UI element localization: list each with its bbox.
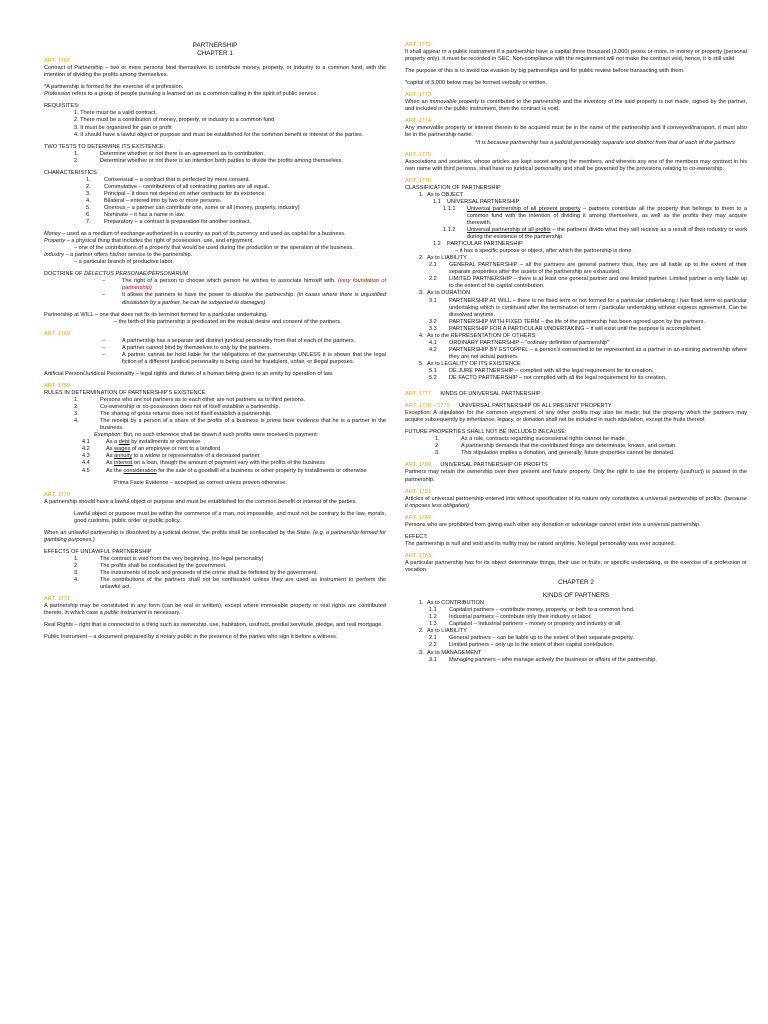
list-item [44, 219, 386, 226]
list-item [44, 292, 386, 306]
paragraph: EFFECT: [405, 533, 428, 540]
section-title: CHAPTER 1 [197, 50, 233, 58]
list-marker: 3. [74, 570, 79, 577]
list-marker: – [102, 351, 106, 358]
list-item [405, 255, 747, 262]
paragraph: Profession refers to a group of people pursuing a learned art as a common calling in the spirit of public service. [44, 91, 318, 98]
list-item [405, 443, 747, 450]
article-number: ART. 1783 [405, 552, 432, 559]
list-item-text: DE JURE PARTNERSHIP – complied with all the legal requirement for its creation. [449, 367, 654, 374]
list-item [405, 635, 747, 642]
list-item [44, 411, 386, 418]
list-marker: 2. [74, 404, 79, 411]
list-item [405, 650, 747, 657]
list-item [405, 319, 747, 326]
list-item [405, 340, 747, 347]
list-marker: 2. [74, 562, 79, 569]
list-item-text: A partner cannot bind by themselves to only by the partners. [122, 344, 271, 351]
list-marker: 1.3 [429, 621, 437, 628]
list-item [405, 192, 747, 199]
article-heading-text: KINDS OF UNIVERSAL PARTNERSHIP [440, 391, 541, 398]
paragraph: The partnership is null and void and its nullity may be raised anytime. No legal personality was ever acquired. [405, 540, 676, 547]
article-number: ART. 1778 – 1779 [405, 403, 450, 410]
paragraph: Partnership at WILL – one that does not fix its term/not formed for a particular undertaking. [44, 311, 268, 318]
list-item [44, 177, 386, 184]
paragraph: CHARACTERISTICS [44, 169, 97, 176]
list-item [44, 404, 386, 411]
list-item-text: The instruments of tools and proceeds of the crime shall be forfeited by the government. [100, 570, 318, 577]
list-marker: 3. [74, 411, 79, 418]
list-marker: – [102, 292, 106, 299]
paragraph: FUTURE PROPERTIES SHALL NOT BE INCLUDED BECAUSE: [405, 429, 567, 436]
list-item-text: Managing partners – who manage actively the business or affairs of the partnership. [449, 656, 657, 663]
list-marker: 4. [74, 418, 79, 425]
article-number: ART. 1774 [405, 118, 432, 125]
list-item [44, 198, 386, 205]
list-marker: 1.1.1 [443, 205, 456, 212]
list-item-text: Consensual – a contract that is perfected by mere consent. [104, 176, 251, 183]
list-item [44, 345, 386, 352]
paragraph: Persons who are prohibited from giving each other any donation or advantage cannot enter into a universal partnership. [405, 521, 701, 528]
list-marker: 3.1 [429, 297, 437, 304]
article-number: ART. 1771 [44, 596, 71, 603]
list-item-text: GENERAL PARTNERSHIP – all the partners are general partners thus, they are all liable up to the extent of their separate properties after the assets of the partnership are exhausted. [449, 262, 747, 276]
list-item-text: Determine whether or not there is an intention both parties to divide the profits among themselves. [100, 157, 343, 164]
list-item [44, 556, 386, 563]
list-item [44, 446, 386, 453]
list-item-text: As to CONTRIBUTION [427, 600, 484, 607]
paragraph: A particular partnership has for its object determinate things, their use or fruits, or specific undertaking, or the exercise of a profession or vocation. [405, 559, 747, 573]
list-marker: 2. [86, 183, 91, 190]
list-item-text: Industrial partners – contribute only their industry or labor. [449, 614, 592, 621]
article-number: ART. 1777 [405, 391, 432, 398]
list-marker: – [102, 344, 106, 351]
paragraph: RULES IN DETERMINATION OF PARTNERSHIP'S EXISTENCE [44, 390, 206, 396]
list-item-text: As to LIABILITY [427, 255, 467, 262]
list-item-text: As annuity to a widow or representative of a deceased partner [106, 453, 260, 460]
paragraph: *A partnership is formed for the exercise of a profession. [44, 84, 184, 91]
list-item [405, 600, 747, 607]
paragraph: – the birth of this partnership is predicated on the mutual desire and consent of the partners. [114, 318, 342, 325]
list-item [44, 184, 386, 191]
list-item-text: Principal – it does not depend on other contracts for its existence. [104, 190, 267, 197]
list-item-text: PARTNERSHIP BY ESTOPPEL – a person's consented to be represented as a partner in an existing partnership where they are not actual partners. [449, 346, 747, 360]
list-item-text: PARTICULAR PARTNERSHIP [447, 241, 523, 248]
list-marker: 2.2 [429, 642, 437, 649]
list-item-text: ORDINARY PARTNERSHIP – "ordinary definition of partnership" [449, 339, 610, 346]
list-item-text: As to MANAGEMENT [427, 649, 482, 656]
article-heading-text: UNIVERSAL PARTNERSHIP OF PROFITS [440, 462, 548, 469]
list-item-text: The profits shall be confiscated by the government. [100, 562, 227, 569]
paragraph: When an immovable property is contributed to the partnership and the inventory of the said property is not made, signed by the partner, and included in the public instrument, then the contract is void. [405, 99, 748, 113]
paragraph: DOCTRINE OF DELECTUS PERSONAE/PERSONARUM [44, 271, 189, 278]
list-marker: 2. [419, 255, 424, 262]
list-item [405, 290, 747, 297]
list-item [405, 206, 747, 227]
section-title: CHAPTER 2 [558, 579, 594, 587]
list-item-text: Capitalist partners – contribute money, property, or both to a common fund. [449, 607, 635, 614]
list-item-text: Universal partnership of all present property – partners contribute all the property that belongs to them to a common fund with the intention of dividing it among themselves, as well as the profits they may acquire therewith. [467, 205, 747, 226]
list-item [44, 439, 386, 446]
list-marker: 2.1 [429, 262, 437, 269]
right-column [405, 42, 747, 664]
list-marker: 1. [435, 436, 440, 443]
list-marker: 4.3 [82, 453, 90, 460]
list-marker: 1. [419, 191, 424, 198]
paragraph: 3. It must be organized for gain or profit [74, 124, 172, 131]
paragraph: A partnership should have a lawful object or purpose and must be established for the common benefit or interest of the parties. [44, 498, 357, 505]
list-marker: 5. [419, 360, 424, 367]
list-item-text: The contributions of the partners shall not be confiscated unless they are used as instrument to perform the unlawful act. [100, 577, 386, 591]
list-item [405, 227, 747, 241]
list-marker: 1. [74, 555, 79, 562]
list-item-text: Limited partners – only up to the extent of their capital contribution. [449, 642, 615, 649]
list-item-text: As a debt by installments or otherwise [106, 439, 201, 446]
article-number: ART. 1772 [405, 42, 432, 48]
list-item [44, 563, 386, 570]
list-marker: 1. [419, 600, 424, 607]
list-item-text: Persons who are not partners as to each other are not partners as to third persons. [100, 397, 306, 404]
paragraph: EFFECTS OF UNLAWFUL PARTNERSHIP [44, 548, 152, 555]
paragraph: 4. It should have a lawful object or purpose and must be established for the common benefit or interest of the parties. [74, 131, 364, 138]
list-item-text: As to LIABILITY [427, 628, 467, 635]
list-item-text: PARTNERSHIP WITH FIXED TERM – the life of the partnership has been agreed upon by the partners. [449, 318, 706, 325]
article-number: ART. 1769 [44, 382, 71, 389]
list-marker: 6. [86, 212, 91, 219]
paragraph: Exception: A stipulation for the common enjoyment of any other profits may also be made; but the property which the partners may acquire subsequently by inheritance, legacy, or donation shall not be included in such stipulation, except the fruits thereof. [405, 410, 747, 424]
article-number: ART. 1770 [44, 491, 71, 498]
list-item [44, 278, 386, 292]
list-item-text: Co-ownership or co-possession does not of itself establish a partnership. [100, 404, 281, 411]
paragraph: It shall appear in a public instrument if a partnership have a capital three thousand (3,000) pesos or more, in money or property (personal property only). It must be recorded in SEC. Non-compliance with the requirement will not make the contract void, hence, it is still valid. [405, 49, 747, 63]
paragraph: REQUISITES: [44, 103, 80, 110]
list-marker: 4. [86, 197, 91, 204]
paragraph: Exemption: But, no such inference shall be drawn if such profits were received in payment: [94, 432, 319, 439]
list-item-text: General partners – can be liable up to the extent of their separate property. [449, 635, 634, 642]
list-item [44, 212, 386, 219]
list-item [44, 453, 386, 460]
list-marker: 4.1 [82, 439, 90, 446]
article-heading [405, 462, 747, 469]
list-marker: 3. [419, 290, 424, 297]
list-item-text: As to LEGALITY OF ITS EXISTENCE [427, 360, 521, 367]
list-item [44, 191, 386, 198]
list-item-text: The right of a person to choose which person he wishes to associate himself with. (very foundation of partnership) [122, 278, 386, 292]
paragraph: *capital of 3,000 below may be formed verbally or written. [405, 80, 548, 87]
paragraph: CLASSIFICATION OF PARTNERSHIP [405, 184, 501, 191]
list-item-text: DE FACTO PARTNERSHIP – not complied with all the legal requirement for its creation. [449, 375, 667, 382]
list-marker: 1. [74, 397, 79, 404]
list-item-text: As to DURATION [427, 290, 471, 297]
list-item-text: The sharing of gross returns does not of itself establish a partnership. [100, 411, 272, 418]
list-item-text: Preparatory – a contract is preparation for another contract. [104, 219, 252, 226]
list-item [405, 628, 747, 635]
article-number: ART. 1767 [44, 58, 71, 65]
list-marker: 5. [86, 204, 91, 211]
article-number: ART. 1775 [405, 151, 432, 158]
list-marker: 1.2 [433, 241, 441, 248]
list-marker: – [102, 278, 106, 285]
list-item-text: A partnership has a separate and distinct juridical personality from that of each of the partners. [122, 337, 356, 344]
list-item-text: UNIVERSAL PARTNERSHIP [447, 198, 520, 205]
list-marker: 3.3 [429, 325, 437, 332]
paragraph: When an unlawful partnership is dissolved by a judicial decree, the profits shall be confiscated by the State. (e.g. a partnership formed for gambling purposes.) [44, 529, 386, 543]
list-item-text: PARTNERSHIP AT WILL – there is no fixed term or not formed for a particular undertaking / has fixed term or particular undertaking which is continued after the termination of term / particular undertaking without express agreement. Can be dissolved anytime. [449, 297, 747, 318]
section-title: KINDS OF PARTNERS [542, 592, 610, 600]
list-item-text: A partner cannot be held liable for the obligations of the partnership UNLESS it is shown that the legal fiction of a different juridical personality is being used for fraudulent, unfair, or illegal purposes. [122, 351, 386, 365]
list-marker: 3.2 [429, 318, 437, 325]
list-marker: 1.2 [429, 614, 437, 621]
paragraph: – it has a specific purpose or object, after which the partnership is done. [455, 248, 633, 255]
list-marker: 2.2 [429, 276, 437, 283]
list-item [44, 352, 386, 366]
list-item [405, 361, 747, 368]
list-item-text: This stipulation implies a donation, and generally, future properties cannot be donated. [461, 450, 675, 457]
paragraph: Articles of universal partnership entered into without specification of its nature only constitutes a universal partnership of profits. (because it imposes less obligation) [405, 495, 747, 509]
list-item [405, 199, 747, 206]
paragraph: 2. There must be a contribution of money, property, or industry to a common fund [74, 117, 275, 124]
paragraph: Contract of Partnership – two or more persons bind themselves to contribute money, property, or industry to a common fund, with the intention of dividing the profits among themselves. [44, 65, 386, 79]
list-marker: – [102, 337, 106, 344]
list-marker: 1.1.2 [443, 227, 456, 234]
paragraph: Real Rights – right that is connected to a thing such as ownership, use, habitation, usufruct, predial servitude, pledge, and real mortgage. [44, 622, 383, 629]
list-marker: 4. [419, 332, 424, 339]
list-item-text: As interest on a loan, though the amount of payment vary with the profits of the business [106, 460, 325, 467]
list-item-text: Onerous – a partner can contribute one, some or all (money, property, industry) [104, 204, 300, 211]
list-marker: 4.2 [82, 446, 90, 453]
list-item [44, 338, 386, 345]
list-item-text: Determine whether or not there is an agreement as to contribution. [100, 150, 265, 157]
list-item [405, 642, 747, 649]
list-item-text: As the consideration for the sale of a goodwill of a business or other property by installments or otherwise [106, 467, 367, 474]
paragraph: *It is because partnership has a judicial personality separate and distinct from that of each of the partners [475, 139, 735, 146]
list-marker: 3. [419, 649, 424, 656]
list-item [405, 276, 747, 290]
list-item [405, 241, 747, 248]
list-item [405, 436, 747, 443]
article-heading-text: UNIVERSAL PARTNERSHIP OF ALL PRESENT PROPERTY [459, 403, 612, 410]
list-marker: 3. [86, 190, 91, 197]
list-marker: 1. [74, 150, 79, 157]
list-item [405, 607, 747, 614]
list-item [44, 468, 386, 475]
list-item [44, 570, 386, 577]
list-item-text: A partnership demands that the contributed things are determinate, known, and certain. [461, 443, 677, 450]
list-marker: 2. [435, 443, 440, 450]
spacer [405, 382, 747, 391]
list-item [405, 368, 747, 375]
list-item [405, 326, 747, 333]
paragraph: Property – a physical thing that includes the right of possession, use, and enjoyment. [44, 238, 254, 245]
section-title: PARTNERSHIP [192, 42, 238, 49]
list-item-text: Nominate – it has a name in law. [104, 212, 185, 219]
list-item-text: Bilateral – entered into by two or more persons. [104, 197, 222, 204]
list-marker: 4.4 [82, 460, 90, 467]
list-item [405, 333, 747, 340]
list-marker: 2. [74, 157, 79, 164]
list-item [405, 298, 747, 319]
article-heading [405, 403, 747, 410]
list-item-text: Universal partnership of all profits – the partners divide what they will receive as a result of their industry or work during the existence of the partnership. [467, 227, 747, 241]
list-marker: 4.2 [429, 346, 437, 353]
paragraph: Artificial Person/Juridical Personality – legal rights and duties of a human being given to an entity by operation of law. [44, 370, 334, 377]
list-marker: 3. [435, 450, 440, 457]
list-item [44, 205, 386, 212]
list-marker: 1. [86, 176, 91, 183]
list-item-text: As a rule, contracts regarding successional rights cannot be made. [461, 436, 627, 443]
list-item-text: Commutative – contributions of all contracting parties are all equal. [104, 183, 270, 190]
paragraph: A partnership may be constituted in any form (can be oral or written), except where immovable property or real rights are contributed thereto, in which case a public instrument is necessary. [44, 603, 386, 617]
article-number: ART. 1776 [405, 177, 432, 184]
list-item [44, 577, 386, 591]
list-item [405, 375, 747, 382]
list-marker: 7. [86, 219, 91, 226]
list-marker: 2.1 [429, 635, 437, 642]
paragraph: – one of the contributions of a property that would be used during the production or the operation of the business. [74, 245, 354, 252]
list-item [44, 158, 386, 165]
list-item [405, 450, 747, 457]
list-item [44, 397, 386, 404]
article-heading [405, 391, 747, 398]
list-marker: 2. [419, 628, 424, 635]
list-item-text: As to OBJECT [427, 191, 464, 198]
article-number: ART. 1773 [405, 92, 432, 99]
paragraph: Industry – a partner offers his/her service to the partnership. [44, 252, 193, 259]
list-item [405, 621, 747, 628]
article-number: ART. 1781 [405, 488, 432, 495]
paragraph: Lawful object or purpose must be within the commerce of a man, not impossible, and must not be contrary to the law, morals, good customs, public order or public policy. [74, 510, 386, 524]
list-marker: 4.5 [82, 467, 90, 474]
left-column [44, 42, 386, 641]
list-marker: 4.1 [429, 339, 437, 346]
list-marker: 5.2 [429, 375, 437, 382]
list-item-text: PARTNERSHIP FOR A PARTICULAR UNDERTAKING – it will exist until the purpose is accomplished. [449, 325, 702, 332]
paragraph: The purpose of this is to avoid tax evasion by big partnerships and for public review before transacting with them. [405, 68, 685, 75]
paragraph: TWO TESTS TO DETERMINE ITS EXISTENCE: [44, 143, 166, 150]
list-marker: 1.1 [433, 198, 441, 205]
list-item [44, 460, 386, 467]
list-marker: 3.1 [429, 656, 437, 663]
article-number: ART. 1782 [405, 514, 432, 521]
paragraph: Public Instrument – a document prepared by a notary public in the presence of the parties who sign it before a witness. [44, 634, 338, 641]
paragraph: Associations and societies, whose articles are kept secret among the members, and wherein any one of the members may contract in his own name with third persons, shall have no juridical personality and shall be governed by the provisions relating to co-ownership. [405, 158, 747, 172]
list-item [44, 418, 386, 432]
list-item-text: LIMITED PARTNERSHIP – there is at least one general partner and one limited partner. Limited partner is only liable up to the extent of his capital contribution. [449, 276, 747, 290]
paragraph: Any immovable property or interest therein to be acquired must be in the name of the partnership and if conveyed/transport, it must also be in the partnership name. [405, 125, 747, 139]
list-item [405, 347, 747, 361]
list-item-text: It allows the partners to have the power to dissolve the partnership. (in cases where there is unjustified dissolution by a partner, he can be subjected to damages) [122, 292, 386, 306]
paragraph: 1. There must be a valid contract. [74, 110, 157, 117]
list-item-text: Capitalist – Industrial partners – money or property and industry or all. [449, 621, 622, 628]
paragraph: Prima Facie Evidence – accepted as correct unless proven otherwise. [114, 479, 287, 486]
list-item [405, 657, 747, 664]
list-marker: 5.1 [429, 367, 437, 374]
list-item-text: As to the REPRESENTATION OF OTHERS [427, 332, 536, 339]
list-item-text: The receipt by a person of a share of the profits of a business is prima facie evidence that he is a partner in the business. [100, 418, 386, 432]
paragraph: Partners may retain the ownership over their present and future property. Only the right to use the property (usufruct) is passed to the partnership. [405, 469, 747, 483]
list-marker: 1.1 [429, 607, 437, 614]
paragraph: Money – used as a medium of exchange authorized in a country as part of its currency and used as capital for a business. [44, 231, 346, 238]
article-number: ART. 1768 [44, 330, 71, 337]
list-marker: 4. [74, 577, 79, 584]
list-item-text: The contract is void from the very beginning. (no legal personality) [100, 555, 264, 562]
list-item-text: As wages of an employee or rent to a landlord [106, 446, 221, 453]
list-item [405, 614, 747, 621]
list-item [405, 262, 747, 276]
list-item [44, 151, 386, 158]
paragraph: – a particular branch of productive labor. [74, 259, 174, 266]
article-number: ART. 1780 [405, 462, 432, 469]
